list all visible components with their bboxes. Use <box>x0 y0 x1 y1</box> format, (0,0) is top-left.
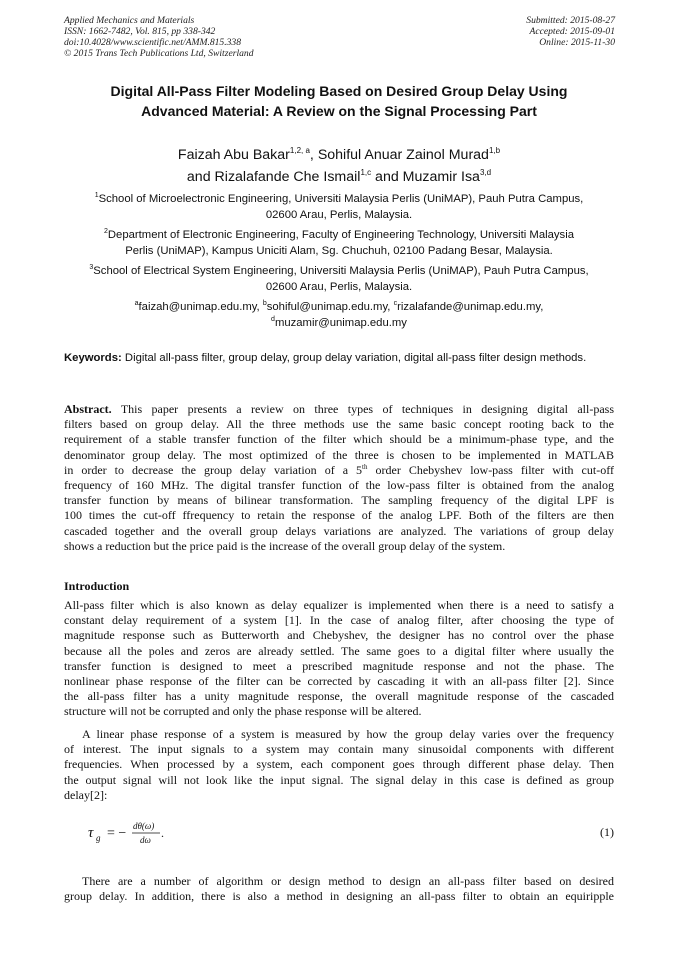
author-sup: 3,d <box>479 168 492 177</box>
paragraph-line: of interest. The input signals to a system may contain many sinusoidal components with different <box>64 742 614 757</box>
abstract-line: filters based on group delay. All the three methods use the same basic concept rooting back to the <box>64 417 614 432</box>
affiliation-line: 02600 Arau, Perlis, Malaysia. <box>265 209 413 221</box>
affiliation-line: Perlis (UniMAP), Kampus Uniciti Alam, Sg. Chuchuh, 02100 Padang Besar, Malaysia. <box>125 245 553 257</box>
paragraph-line: the all-pass filter has a unity magnitude response, the overall magnitude response of the cascaded <box>64 689 614 704</box>
affiliation-line: $^3$School of Electrical System Engineering, Universiti Malaysia Perlis (UniMAP), Pauh Putra Campus, <box>89 264 589 277</box>
journal-info <box>64 15 254 59</box>
paragraph-line: group delay. In addition, there is also a method in designing an all-pass filter to obtain an equiripple <box>64 889 614 904</box>
paragraph-line: frequencies. When processed by a system, each component goes through different phase delay. Then <box>64 757 614 772</box>
paragraph-line: structure will not be corrupted and only the phase response will be altered. <box>64 704 422 719</box>
email-list <box>64 299 614 331</box>
author-line-2 <box>60 166 618 188</box>
author-sup: 1,2, a <box>289 146 310 155</box>
paragraph-line: the output signal will not look like the input signal. The signal delay in this case is defined as group <box>64 772 614 787</box>
abstract-line: Abstract. This paper presents a review on three types of techniques in designing digital all-pass <box>64 402 614 416</box>
paragraph-line: All-pass filter which is also known as delay equalizer is implemented when there is a need to satisfy a <box>64 598 614 612</box>
equation-denominator: dω <box>140 835 151 845</box>
abstract-label: Abstract. <box>64 402 112 416</box>
keywords-label: Keywords: <box>64 352 122 364</box>
journal-copyright: © 2015 Trans Tech Publications Ltd, Switzerland <box>64 48 254 59</box>
paragraph-line: transfer function is designed to meet a prescribed magnitude response and not the phase. The <box>64 658 614 673</box>
email-line-2: $^d$muzamir@unimap.edu.my <box>271 316 407 329</box>
email-b: sohiful@unimap.edu.my, <box>266 301 394 313</box>
paragraph-line: A linear phase response of a system is measured by how the group delay varies over the frequency <box>82 727 614 741</box>
equation-graphic <box>88 818 188 848</box>
paper-title <box>60 81 618 121</box>
online-date: Online: 2015-11-30 <box>539 37 615 48</box>
journal-doi: doi:10.4028/www.scientific.net/AMM.815.338 <box>64 37 242 48</box>
affiliation-line: 02600 Arau, Perlis, Malaysia. <box>265 281 413 293</box>
paragraph-line: constant delay requirement of a system [1]. In the case of analog filter, after choosing the type of <box>64 613 614 628</box>
abstract-line: requirement of a stable transfer function of the filter which should be a minimum-phase type, and the <box>64 432 614 447</box>
keywords <box>64 350 614 366</box>
author-separator: , <box>309 147 318 163</box>
abstract-line: transfer function by means of bilinear transformation. The sampling frequency of the digital LPF is <box>64 493 614 508</box>
author-name: Sohiful Anuar Zainol Murad <box>317 147 489 163</box>
publication-dates <box>526 15 615 48</box>
equation-dot: . <box>161 826 164 840</box>
affiliation-line: $^1$School of Microelectronic Engineering, Universiti Malaysia Perlis (UniMAP), Pauh Putra Campus, <box>94 192 584 205</box>
email-c: rizalafande@unimap.edu.my, <box>397 301 544 313</box>
abstract-line: frequency of 160 MHz. The digital transfer function of the low-pass filter is obtained from the analog <box>64 478 614 493</box>
submitted-date: Submitted: 2015-08-27 <box>526 15 615 26</box>
equation-equals: = − <box>107 826 127 841</box>
journal-issn: ISSN: 1662-7482, Vol. 815, pp 338-342 <box>64 26 216 37</box>
equation-number: (1) <box>600 825 614 839</box>
keywords-text: Digital all-pass filter, group delay, group delay variation, digital all-pass filter design methods. <box>121 352 587 364</box>
author-separator: and <box>371 169 403 185</box>
intro-paragraph-3 <box>64 874 614 904</box>
journal-name: Applied Mechanics and Materials <box>64 15 195 26</box>
affiliation-line: $^2$Department of Electronic Engineering, Faculty of Engineering Technology, Universiti Malaysia <box>103 228 575 241</box>
abstract-line: denominator group delay. The most optimized of the three is chosen to be implemented in MATLAB <box>64 447 614 462</box>
author-line-1 <box>60 144 618 166</box>
paragraph-line: There are a number of algorithm or design method to design an all-pass filter based on desired <box>82 874 614 888</box>
author-name: Rizalafande Che Ismail <box>214 169 361 185</box>
paragraph-line: because all the poles and zeros are already settled. The same goes to a digital filter where usually the <box>64 643 614 658</box>
section-heading: Introduction <box>64 579 130 593</box>
abstract-line: shows a reduction but the price paid is the increase of the overall group delay of the system. <box>64 538 506 553</box>
affiliation-sup: 1 <box>94 192 99 199</box>
author-name: Faizah Abu Bakar <box>177 147 290 163</box>
abstract-line: in order to decrease the group delay variation of a 5th order Chebyshev low-pass filter with cut-off <box>64 462 614 477</box>
author-separator: and <box>186 169 215 185</box>
affiliation-sup: 3 <box>89 264 94 271</box>
paragraph-line: magnitude response such as Butterworth and Chebyshev, the designer has no control over the phase <box>64 628 614 643</box>
affiliation-3 <box>64 263 614 295</box>
equation-lhs-sub: g <box>96 833 101 843</box>
abstract <box>64 402 614 554</box>
paragraph-line: nonlinear phase response of the filter can be corrected by cascading it with an all-pass filter [2]. Since <box>64 674 614 689</box>
title-line-1: Digital All-Pass Filter Modeling Based on Desired Group Delay Using <box>110 83 568 99</box>
abstract-line: cascaded together and the overall group delays variations are analyzed. The variations of group delay <box>64 523 614 538</box>
intro-paragraph-2 <box>64 727 614 803</box>
intro-paragraph-1 <box>64 598 614 720</box>
group-delay-equation <box>88 818 188 852</box>
paragraph-line: delay[2]: <box>64 787 108 802</box>
equation-numerator: dθ(ω) <box>133 821 155 831</box>
equation-lhs: τ <box>88 825 94 841</box>
title-line-2: Advanced Material: A Review on the Signal Processing Part <box>141 103 537 119</box>
author-sup: 1,c <box>360 168 372 177</box>
accepted-date: Accepted: 2015-09-01 <box>529 26 615 37</box>
affiliation-sup: 2 <box>103 228 108 235</box>
author-list <box>60 144 618 188</box>
author-name: Muzamir Isa <box>402 169 480 185</box>
email-line-1: $^a$faizah@unimap.edu.my, $^b$sohiful@unimap.edu.my, $^c$rizalafande@unimap.edu.my, <box>134 300 544 313</box>
email-a: faizah@unimap.edu.my, <box>138 301 263 313</box>
author-sup: 1,b <box>488 146 501 155</box>
affiliation-1 <box>64 191 614 223</box>
abstract-line: 100 times the cut-off ffrequency to retain the response of the analog LPF. Both of the filters are then <box>64 508 614 523</box>
email-d: muzamir@unimap.edu.my <box>274 317 407 329</box>
affiliation-2 <box>64 227 614 259</box>
